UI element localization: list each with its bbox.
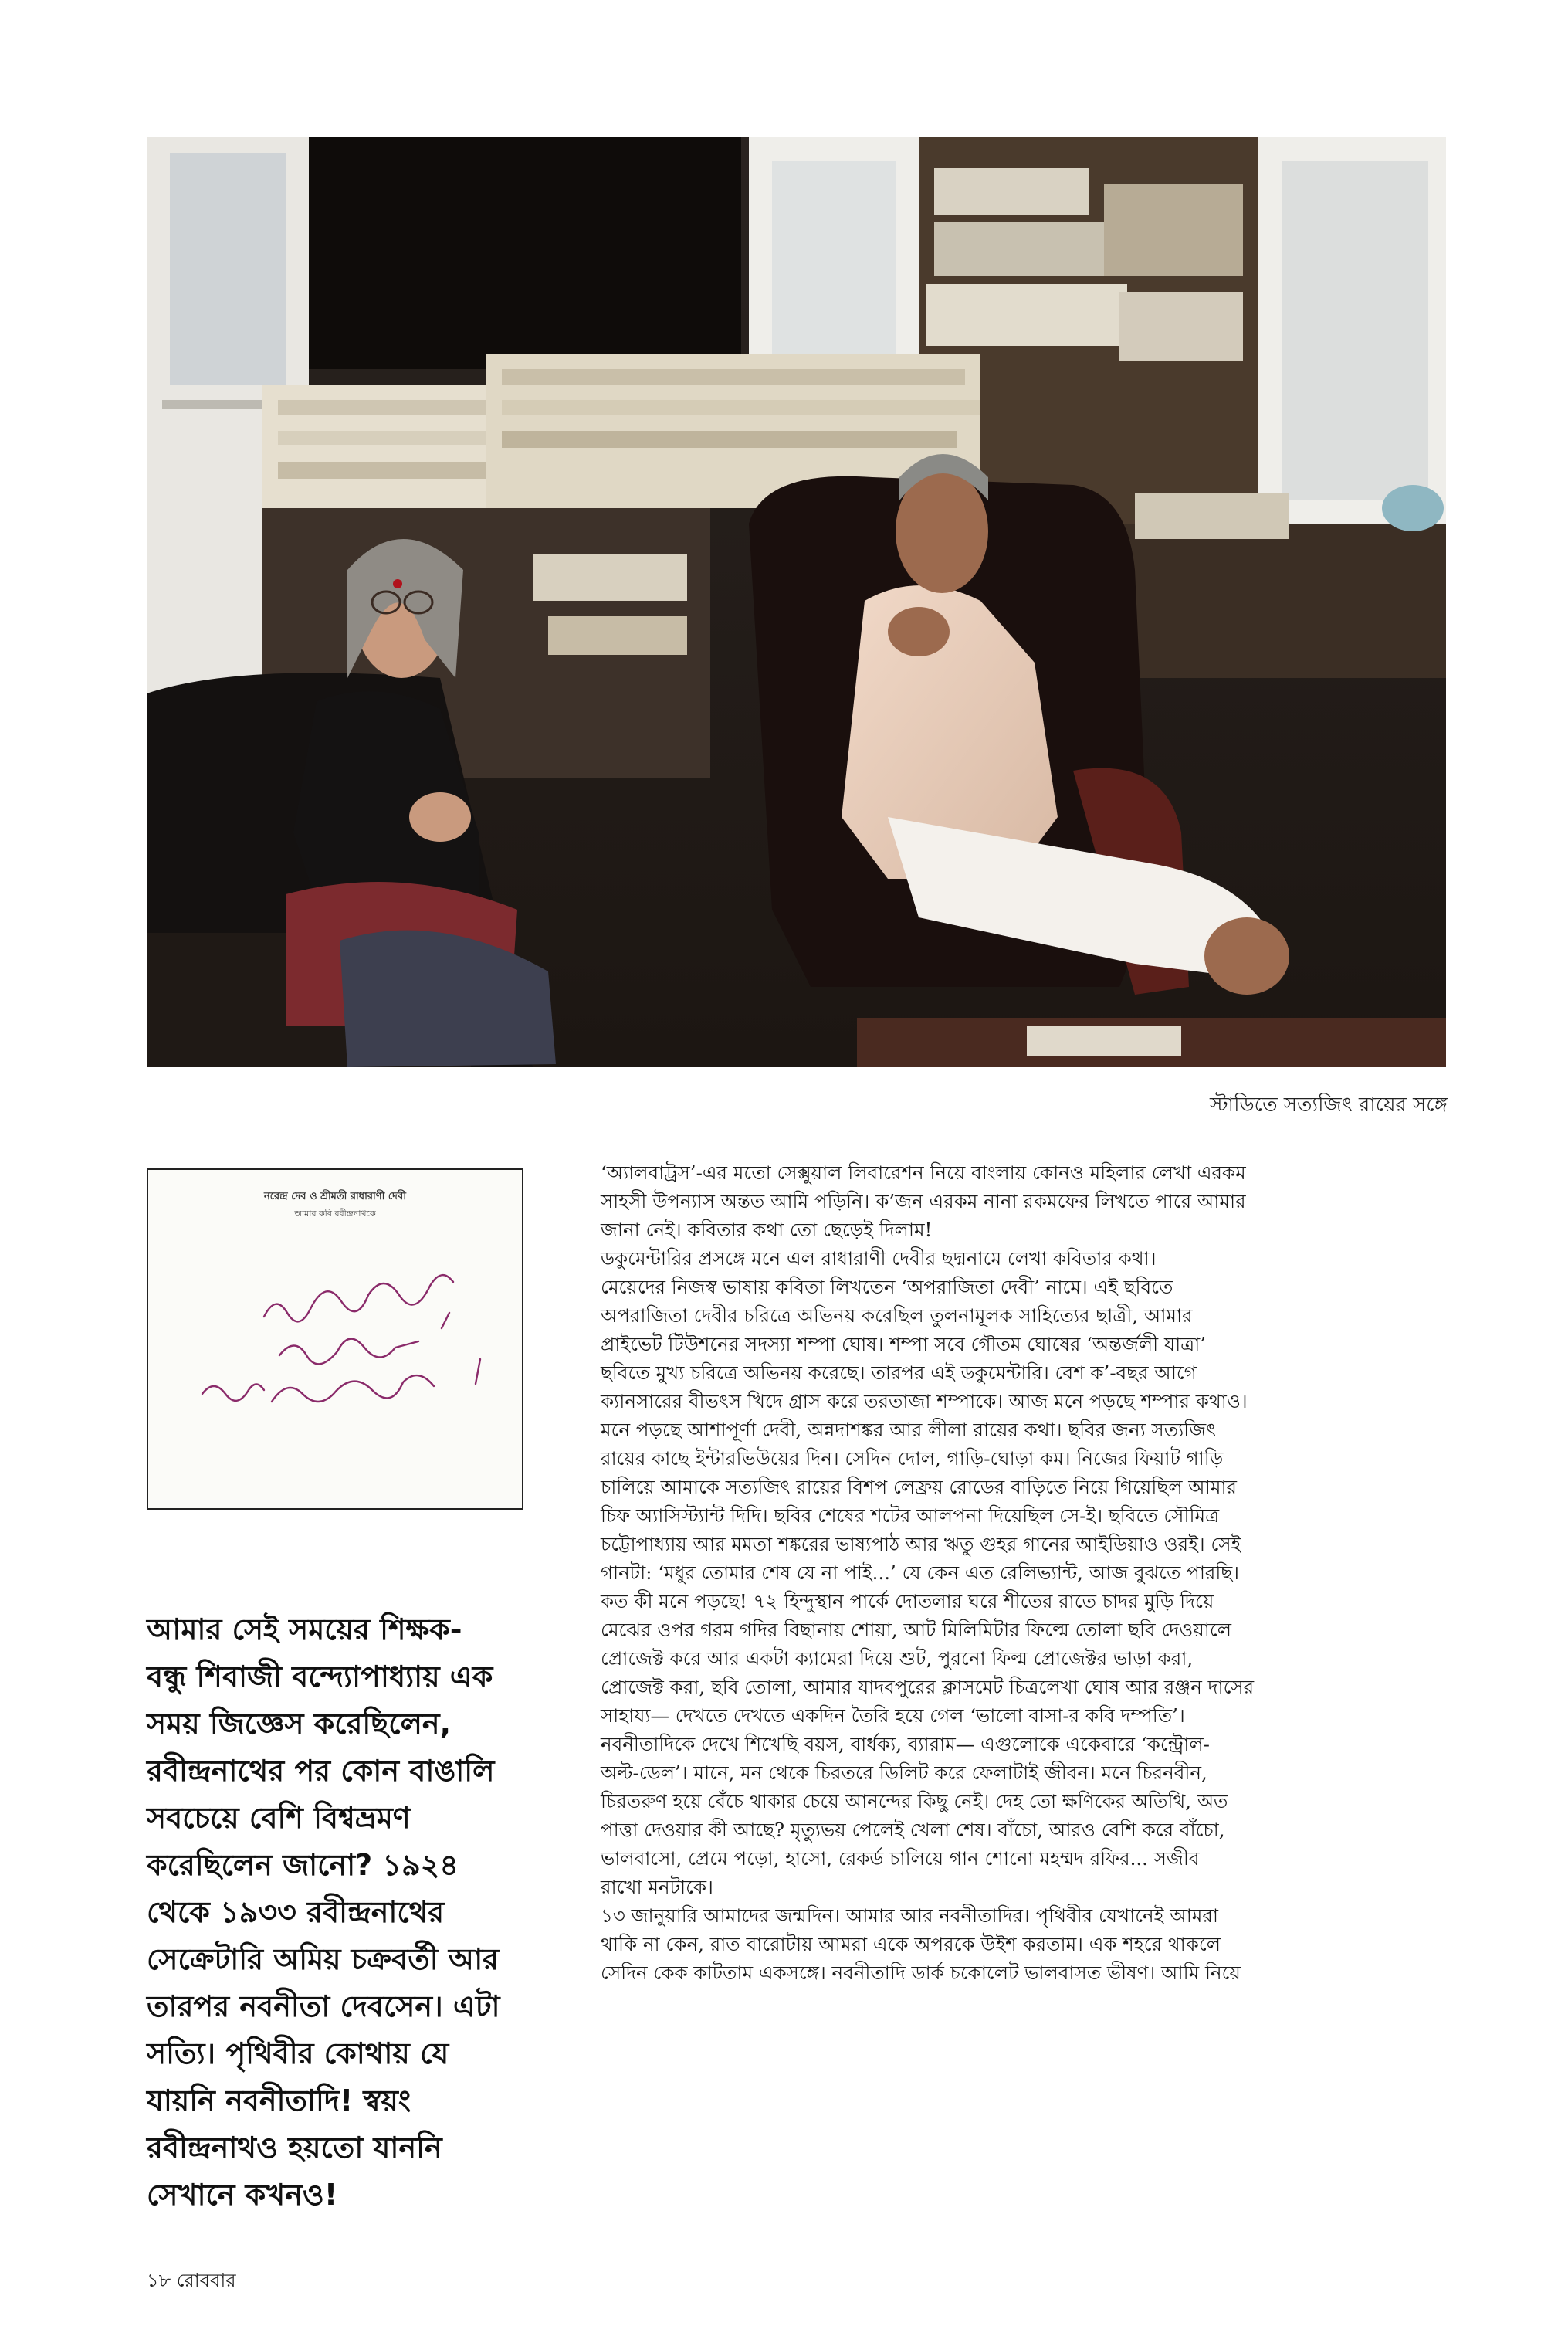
pull-quote-line: থেকে ১৯৩৩ রবীন্দ্রনাথের (147, 1895, 445, 1929)
pull-quote-line: আমার সেই সময়ের শিক্ষক- (147, 1612, 462, 1646)
page-folio: ১৮ রোববার (147, 2270, 236, 2291)
article-body (601, 1158, 1450, 1987)
article-line: মেয়েদের নিজস্ব ভাষায় কবিতা লিখতেন ‘অপরাজিতা দেবী’ নামে। এই ছবিতে (601, 1276, 1173, 1298)
pull-quote (147, 1606, 548, 2219)
handwritten-inscription (202, 1275, 480, 1402)
article-line: জানা নেই। কবিতার কথা তো ছেড়েই দিলাম! (601, 1219, 933, 1241)
pull-quote-line: যায়নি নবনীতাদি! স্বয়ং (147, 2084, 411, 2117)
pull-quote-line: সময় জিজ্ঞেস করেছিলেন, (147, 1707, 452, 1741)
article-line: প্রাইভেট টিউশনের সদস্যা শম্পা ঘোষ। শম্পা সবে গৌতম ঘোষের ‘অন্তর্জলী যাত্রা’ (601, 1333, 1207, 1355)
pull-quote-line: রবীন্দ্রনাথের পর কোন বাঙালি (147, 1754, 495, 1788)
pull-quote-line: রবীন্দ্রনাথও হয়তো যাননি (147, 2131, 442, 2165)
article-line: ক্যানসারের বীভৎস খিদে গ্রাস করে তরতাজা শম্পাকে। আজ মনে পড়ছে শম্পার কথাও। (601, 1390, 1248, 1412)
pull-quote-line: সেক্রেটারি অমিয় চক্রবর্তী আর (147, 1942, 500, 1976)
article-line: ‘অ্যালবাট্রস’-এর মতো সেক্সুয়াল লিবারেশন নিয়ে বাংলায় কোনও মহিলার লেখা এরকম (601, 1161, 1246, 1184)
inscription-header-2: আমার কবি রবীন্দ্রনাথকে (294, 1209, 376, 1219)
article-line: সেদিন কেক কাটতাম একসঙ্গে। নবনীতাদি ডার্ক চকোলেট ভালবাসত ভীষণ। আমি নিয়ে (601, 1962, 1241, 1984)
article-line: ১৩ জানুয়ারি আমাদের জন্মদিন। আমার আর নবনীতাদির। পৃথিবীর যেখানেই আমরা (601, 1904, 1218, 1927)
article-line: চালিয়ে আমাকে সত্যজিৎ রায়ের বিশপ লেফ্রয় রোডের বাড়িতে নিয়ে গিয়েছিল আমার (601, 1476, 1238, 1498)
inscription-image (147, 1168, 523, 1510)
article-line: সাহসী উপন্যাস অন্তত আমি পড়িনি। ক’জন এরকম নানা রকমফের লিখতে পারে আমার (601, 1190, 1246, 1212)
article-line: অল্ট-ডেল’। মানে, মন থেকে চিরতরে ডিলিট করে ফেলাটাই জীবন। মনে চিরনবীন, (601, 1761, 1207, 1784)
article-line: চিফ অ্যাসিস্ট্যান্ট দিদি। ছবির শেষের শটের আলপনা দিয়েছিল সে-ই। ছবিতে সৌমিত্র (601, 1504, 1220, 1527)
article-line: গানটা: ‘মধুর তোমার শেষ যে না পাই...’ যে কেন এত রেলিভ্যান্ট, আজ বুঝতে পারছি। (601, 1561, 1240, 1584)
inscription-header-1: নরেন্দ্র দেব ও শ্রীমতী রাধারাণী দেবী (264, 1191, 406, 1202)
article-line: চিরতরুণ হয়ে বেঁচে থাকার চেয়ে আনন্দের কিছু নেই। দেহ তো ক্ষণিকের অতিথি, অত (601, 1790, 1228, 1812)
article-line: চট্টোপাধ্যায় আর মমতা শঙ্করের ভাষ্যপাঠ আর ঋতু গুহর গানের আইডিয়াও ওরই। সেই (601, 1533, 1241, 1555)
article-line: রায়ের কাছে ইন্টারভিউয়ের দিন। সেদিন দোল, গাড়ি-ঘোড়া কম। নিজের ফিয়াট গাড়ি (601, 1447, 1224, 1470)
article-line: সাহায্য— দেখতে দেখতে একদিন তৈরি হয়ে গেল ‘ভালো বাসা-র কবি দম্পতি’। (601, 1704, 1185, 1727)
article-line: পাত্তা দেওয়ার কী আছে? মৃত্যুভয় পেলেই খেলা শেষ। বাঁচো, আরও বেশি করে বাঁচো, (601, 1819, 1225, 1841)
article-line: প্রোজেক্ট করে আর একটা ক্যামেরা দিয়ে শুট, পুরনো ফিল্ম প্রোজেক্টর ভাড়া করা, (601, 1647, 1194, 1670)
pull-quote-line: বন্ধু শিবাজী বন্দ্যোপাধ্যায় এক (147, 1660, 493, 1694)
article-line: রাখো মনটাকে। (601, 1876, 713, 1898)
article-line: মনে পড়ছে আশাপূর্ণা দেবী, অন্নদাশঙ্কর আর লীলা রায়ের কথা। ছবির জন্য সত্যজিৎ (601, 1419, 1217, 1441)
article-line: প্রোজেক্ট করা, ছবি তোলা, আমার যাদবপুরের ক্লাসমেট চিত্রলেখা ঘোষ আর রঞ্জন দাসের (601, 1676, 1255, 1698)
photo-caption: স্টাডিতে সত্যজিৎ রায়ের সঙ্গে (1209, 1093, 1448, 1117)
article-line: ছবিতে মুখ্য চরিত্রে অভিনয় করেছে। তারপর এই ডকুমেন্টারি। বেশ ক’-বছর আগে (601, 1361, 1197, 1384)
pull-quote-line: সবচেয়ে বেশি বিশ্বভ্রমণ (147, 1801, 411, 1835)
photo-illustration (147, 137, 1446, 1067)
article-line: কত কী মনে পড়ছে! ৭২ হিন্দুস্থান পার্কে দোতলার ঘরে শীতের রাতে চাদর মুড়ি দিয়ে (601, 1590, 1214, 1612)
article-line: নবনীতাদিকে দেখে শিখেছি বয়স, বার্ধক্য, ব্যারাম— এগুলোকে একেবারে ‘কন্ট্রোল- (601, 1733, 1210, 1755)
pull-quote-line: সত্যি। পৃথিবীর কোথায় যে (147, 2036, 449, 2070)
article-line: ডকুমেন্টারির প্রসঙ্গে মনে এল রাধারাণী দেবীর ছদ্মনামে লেখা কবিতার কথা। (601, 1247, 1157, 1270)
article-line: মেঝের ওপর গরম গদির বিছানায় শোয়া, আট মিলিমিটার ফিল্মে তোলা ছবি দেওয়ালে (601, 1619, 1231, 1641)
photo-satyajit-ray-study (147, 137, 1446, 1067)
article-line: অপরাজিতা দেবীর চরিত্রে অভিনয় করেছিল তুলনামূলক সাহিত্যের ছাত্রী, আমার (601, 1304, 1193, 1327)
article-line: ভালবাসো, প্রেমে পড়ো, হাসো, রেকর্ড চালিয়ে গান শোনো মহম্মদ রফির... সজীব (601, 1847, 1200, 1870)
pull-quote-line: করেছিলেন জানো? ১৯২৪ (147, 1848, 459, 1882)
article-line: থাকি না কেন, রাত বারোটায় আমরা একে অপরকে উইশ করতাম। এক শহরে থাকলে (601, 1933, 1221, 1955)
pull-quote-line: তারপর নবনীতা দেবসেন। এটা (147, 1989, 500, 2023)
inscription-illustration (148, 1170, 522, 1508)
pull-quote-line: সেখানে কখনও! (147, 2178, 338, 2212)
